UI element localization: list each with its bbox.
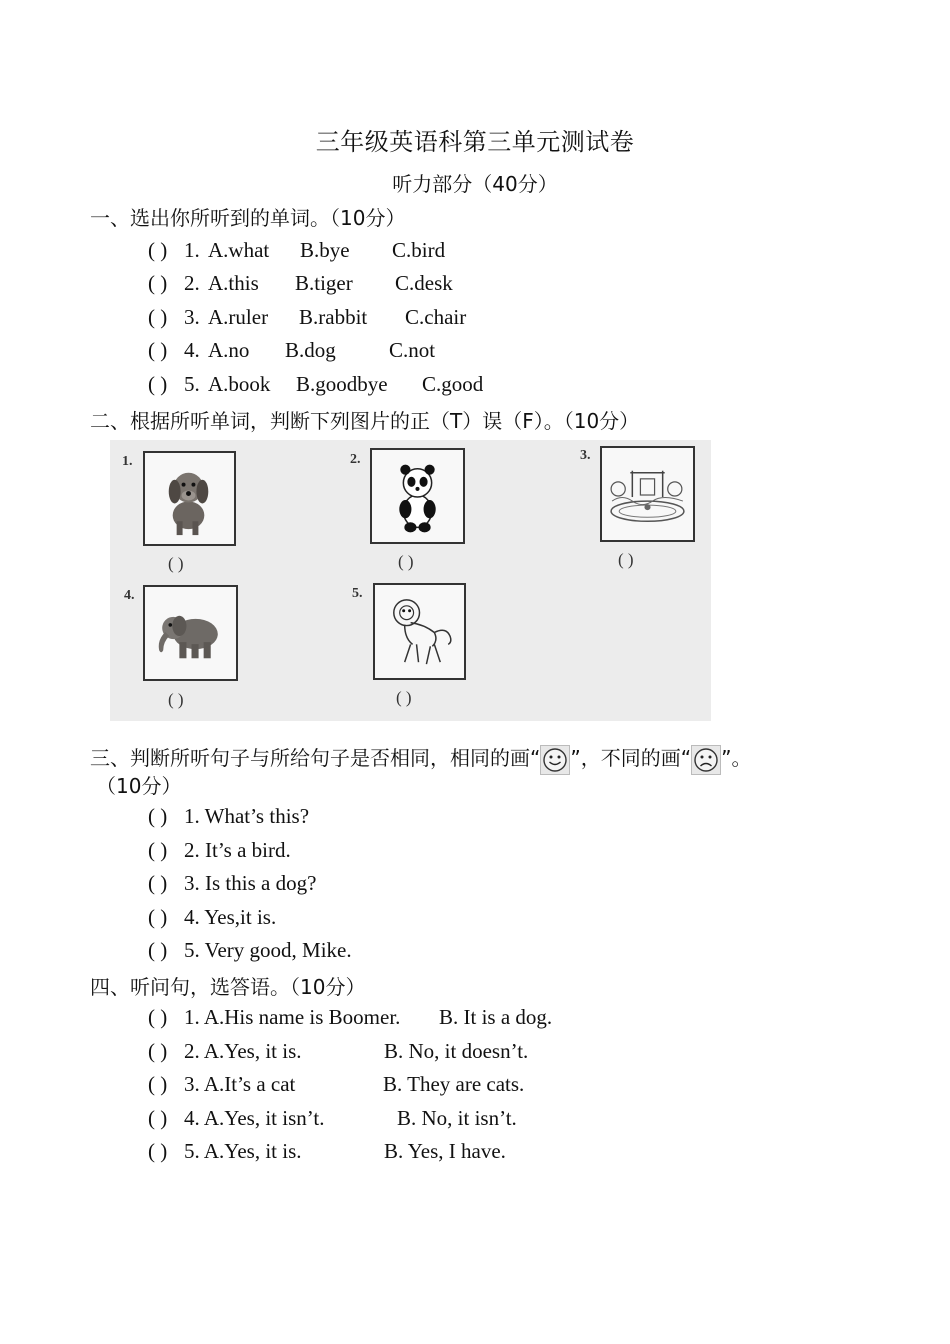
- sad-face-icon: [691, 745, 721, 775]
- answer-paren: ( ): [396, 688, 412, 707]
- answer-paren: ( ): [148, 1072, 168, 1096]
- section3-points: （10分）: [96, 774, 182, 798]
- answer-paren: ( ): [148, 1005, 168, 1029]
- section1-heading: 一、选出你所听到的单词。（10分）: [90, 206, 406, 230]
- smiley-face-icon: [540, 745, 570, 775]
- answer-paren: ( ): [148, 804, 168, 828]
- section3-heading: 三、判断所听句子与所给句子是否相同，相同的画“ ”，不同的画“ ”。: [90, 742, 751, 775]
- page-subtitle: 听力部分（40分）: [392, 172, 558, 196]
- answer-paren: ( ): [148, 938, 168, 962]
- dog-icon: [143, 451, 236, 546]
- answer-paren: ( ): [618, 550, 634, 569]
- answer-paren: ( ): [148, 271, 168, 295]
- answer-paren: ( ): [148, 1139, 168, 1163]
- exam-page: 三年级英语科第三单元测试卷 听力部分（40分） 一、选出你所听到的单词。（10分） ( ) 1. A.what B.bye C.bird ( ) 2. A.this B.tiger C.desk ( ) 3. A.ruler B.rabbit C.chair ( ) 4. A.no B.dog C.not ( ) 5. A.book B.goodbye C.good 二、根据所听单词，判断下列图片的正（T）误（F）。（10分） 1. ( ) 2. ( ) 3. ( ) 4. ( ) 5. ( ) 三、判断所听句子与所给句子是否相同，相同的画“ ”，不同的画“ ”。 （10分） ( ) 1. What’s this? ( ) 2. It’s a bird. ( ) 3. Is this a dog? ( ) 4. Yes,it is. ( ) 5. Very good, Mike. 四、听问句，选答语。（10分） ( ) 1. A.His name is Boomer. B. It is a dog. ( ) 2. A.Yes, it is. B. No, it doesn’t. ( ) 3. A.It’s a cat B. They are cats. ( ) 4. A.Yes, it isn’t. B. No, it isn’t. ( ) 5. A.Yes, it is. B. Yes, I have.: [0, 0, 950, 1344]
- answer-paren: ( ): [148, 305, 168, 329]
- page-title: 三年级英语科第三单元测试卷: [315, 128, 635, 156]
- answer-paren: ( ): [148, 372, 168, 396]
- answer-paren: ( ): [148, 238, 168, 262]
- answer-paren: ( ): [148, 1106, 168, 1130]
- answer-paren: ( ): [168, 554, 184, 573]
- answer-paren: ( ): [148, 1039, 168, 1063]
- picture-panel: 1. ( ) 2. ( ) 3. ( ) 4. ( ) 5. ( ): [110, 440, 711, 721]
- panda-icon: [370, 448, 465, 544]
- answer-paren: ( ): [168, 690, 184, 709]
- section4-heading: 四、听问句，选答语。（10分）: [90, 975, 366, 999]
- lion-icon: [373, 583, 466, 680]
- answer-paren: ( ): [148, 338, 168, 362]
- zoo-scene-icon: [600, 446, 695, 542]
- answer-paren: ( ): [398, 552, 414, 571]
- elephant-icon: [143, 585, 238, 681]
- section2-heading: 二、根据所听单词，判断下列图片的正（T）误（F）。（10分）: [90, 409, 640, 433]
- answer-paren: ( ): [148, 871, 168, 895]
- answer-paren: ( ): [148, 905, 168, 929]
- answer-paren: ( ): [148, 838, 168, 862]
